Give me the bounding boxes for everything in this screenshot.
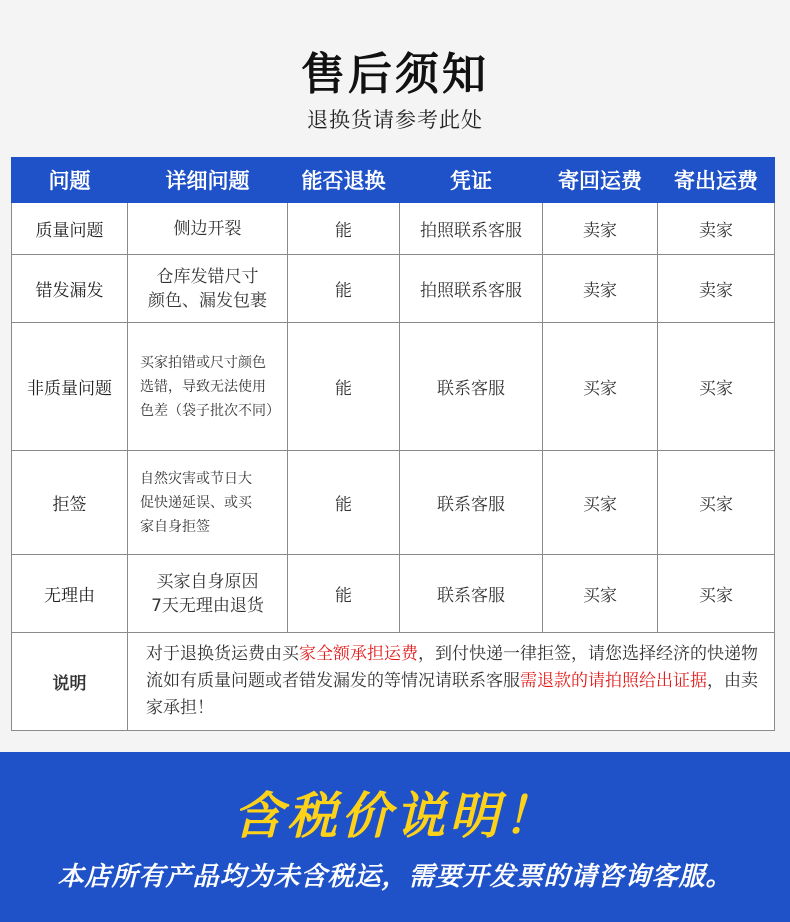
returnable-cell: 能 — [288, 255, 400, 323]
returnable-cell: 能 — [288, 451, 400, 555]
table-row — [12, 255, 775, 323]
after-sales-table — [11, 157, 775, 731]
page-title: 售后须知 — [301, 49, 489, 100]
column-header-return-fee: 寄回运费 — [543, 158, 658, 203]
return-fee-cell: 买家 — [543, 323, 658, 451]
note-text-part: 对于退换货运费由买 — [146, 644, 299, 664]
returnable-cell: 能 — [288, 555, 400, 633]
detail-cell: 仓库发错尺寸 颜色、漏发包裹 — [128, 255, 288, 323]
banner-subtitle: 本店所有产品均为未含税运，需要开发票的请咨询客服。 — [57, 862, 733, 892]
table-row — [12, 203, 775, 255]
detail-cell: 买家拍错或尺寸颜色 选错，导致无法使用 色差（袋子批次不同） — [128, 323, 288, 451]
send-fee-cell: 买家 — [658, 555, 775, 633]
issue-cell: 错发漏发 — [12, 255, 128, 323]
send-fee-cell: 卖家 — [658, 255, 775, 323]
detail-cell: 侧边开裂 — [128, 203, 288, 255]
returnable-cell: 能 — [288, 203, 400, 255]
note-highlight-refund-proof: 需退款的请拍照给出证据 — [520, 671, 707, 691]
send-fee-cell: 买家 — [658, 323, 775, 451]
issue-cell: 质量问题 — [12, 203, 128, 255]
table-row — [12, 451, 775, 555]
proof-cell: 联系客服 — [400, 451, 543, 555]
issue-cell: 拒签 — [12, 451, 128, 555]
issue-cell: 无理由 — [12, 555, 128, 633]
page-header — [0, 0, 790, 155]
returnable-cell: 能 — [288, 323, 400, 451]
proof-cell: 联系客服 — [400, 555, 543, 633]
return-fee-cell: 卖家 — [543, 203, 658, 255]
note-row — [12, 633, 775, 731]
proof-cell: 拍照联系客服 — [400, 203, 543, 255]
note-text-part: ，到付快递一律拒签，请您选择经济的快递物流如有质量问题或者错发漏发的等情况请联系客服 — [146, 644, 758, 691]
table-row — [12, 323, 775, 451]
column-header-detail: 详细问题 — [128, 158, 288, 203]
return-fee-cell: 买家 — [543, 451, 658, 555]
send-fee-cell: 卖家 — [658, 203, 775, 255]
table-header-row — [12, 158, 775, 203]
detail-cell: 买家自身原因 7天无理由退货 — [128, 555, 288, 633]
tax-banner — [0, 752, 790, 922]
column-header-send-fee: 寄出运费 — [658, 158, 775, 203]
return-fee-cell: 卖家 — [543, 255, 658, 323]
issue-cell: 非质量问题 — [12, 323, 128, 451]
column-header-proof: 凭证 — [400, 158, 543, 203]
column-header-returnable: 能否退换 — [288, 158, 400, 203]
note-highlight-full-fee: 家全额承担运费 — [299, 644, 418, 664]
proof-cell: 联系客服 — [400, 323, 543, 451]
return-fee-cell: 买家 — [543, 555, 658, 633]
send-fee-cell: 买家 — [658, 451, 775, 555]
column-header-issue: 问题 — [12, 158, 128, 203]
table-row — [12, 555, 775, 633]
note-text-part: ，由卖家承担！ — [146, 671, 758, 718]
proof-cell: 拍照联系客服 — [400, 255, 543, 323]
page-subtitle: 退换货请参考此处 — [307, 108, 483, 132]
note-label: 说明 — [12, 633, 128, 731]
banner-title: 含税价说明！ — [233, 787, 557, 845]
detail-cell: 自然灾害或节日大 促快递延误、或买 家自身拒签 — [128, 451, 288, 555]
note-text — [128, 633, 775, 731]
